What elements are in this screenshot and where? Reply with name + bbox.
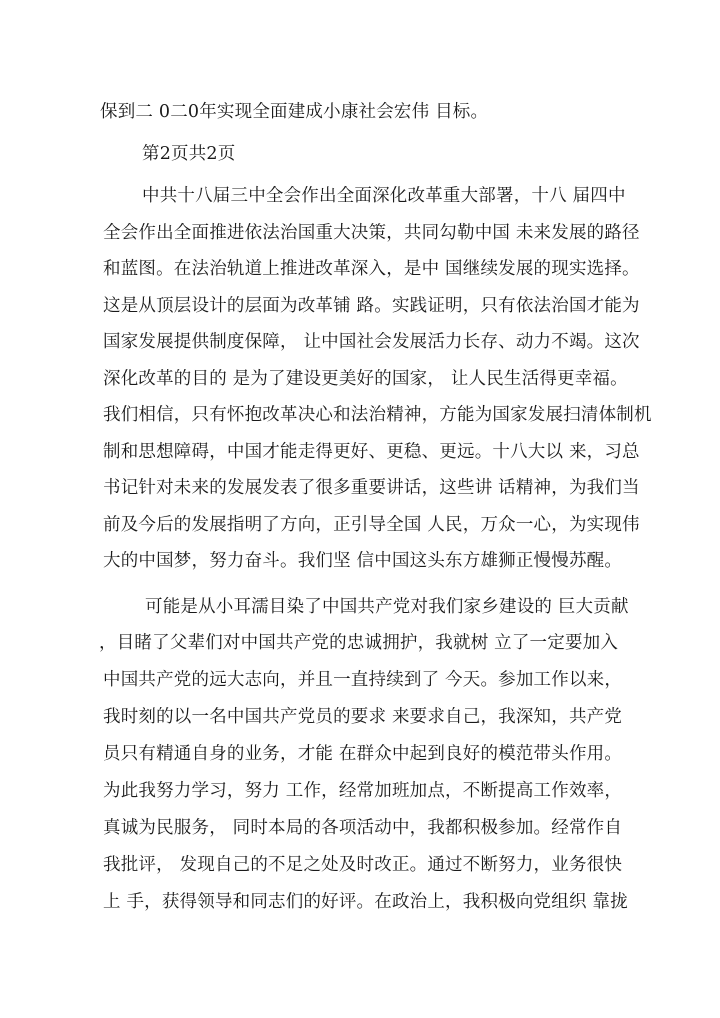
paragraph-line: 和蓝图。在法治轨道上推进改革深入，是中 国继续发展的现实选择。: [103, 259, 640, 279]
paragraph-line: 这是从顶层设计的层面为改革铺 路。实践证明，只有依法治国才能为: [103, 296, 640, 316]
paragraph-line: 制和思想障碍，中国才能走得更好、更稳、更远。十八大以 来，习总: [103, 442, 640, 462]
paragraph-line: 真诚为民服务， 同时本局的各项活动中，我都积极参加。经常作自: [103, 818, 623, 838]
paragraph-line: 国家发展提供制度保障， 让中国社会发展活力长存、动力不竭。这次: [103, 332, 640, 352]
page-number-marker: 第2页共2页: [142, 144, 236, 164]
paragraph-line: 大的中国梦，努力奋斗。我们坚 信中国这头东方雄狮正慢慢苏醒。: [103, 551, 623, 571]
paragraph-line: 员只有精通自身的业务，才能 在群众中起到良好的模范带头作用。: [103, 744, 623, 764]
paragraph-line: 可能是从小耳濡目染了中国共产党对我们家乡建设的 巨大贡献: [145, 597, 629, 617]
paragraph-line: 前及今后的发展指明了方向，正引导全国 人民，万众一心，为实现伟: [103, 515, 640, 535]
paragraph-line: 深化改革的目的 是为了建设更美好的国家， 让人民生活得更幸福。: [103, 369, 628, 389]
paragraph-line: 我时刻的以一名中国共产党员的要求 来要求自己，我深知，共产党: [103, 707, 623, 727]
paragraph-line: 我们相信，只有怀抱改革决心和法治精神，方能为国家发展扫清体制机: [103, 405, 652, 425]
paragraph-line: 书记针对未来的发展发表了很多重要讲话，这些讲 话精神，为我们当: [103, 478, 640, 498]
paragraph-line: 上 手，获得领导和同志们的好评。在政治上，我积极向党组织 靠拢: [103, 892, 628, 912]
paragraph-line: 中共十八届三中全会作出全面深化改革重大部署，十八 届四中: [142, 186, 626, 206]
text-line-fragment: 保到二 0二0年实现全面建成小康社会宏伟 目标。: [100, 102, 489, 122]
paragraph-line: 我批评， 发现自己的不足之处及时改正。通过不断努力，业务很快: [103, 855, 623, 875]
paragraph-line: 全会作出全面推进依法治国重大决策，共同勾勒中国 未来发展的路径: [103, 223, 640, 243]
paragraph-line: 中国共产党的远大志向，并且一直持续到了 今天。参加工作以来，: [103, 670, 623, 690]
paragraph-line: 为此我努力学习，努力 工作，经常加班加点，不断提高工作效率，: [103, 781, 623, 801]
paragraph-line: ，目睹了父辈们对中国共产党的忠诚拥护，我就树 立了一定要加入: [99, 633, 619, 653]
